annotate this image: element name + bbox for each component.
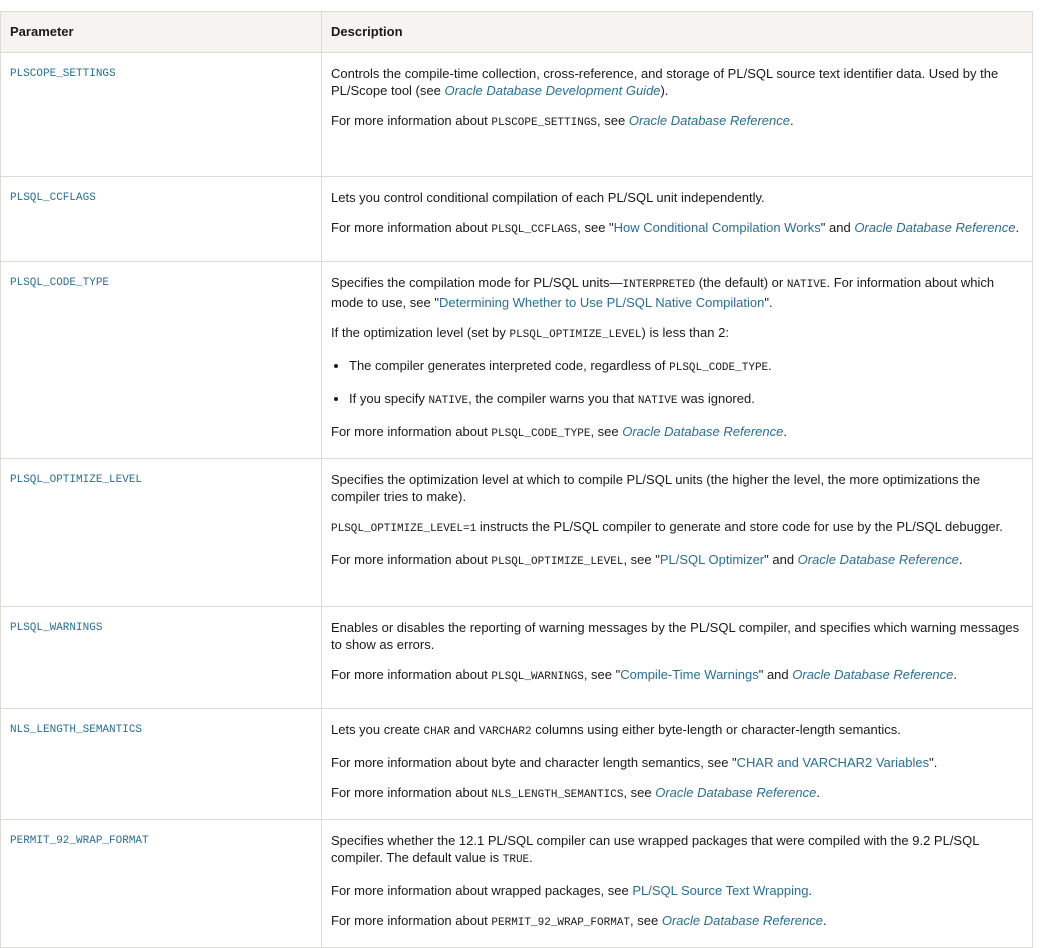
doc-link[interactable]: How Conditional Compilation Works (613, 220, 821, 235)
more-info-paragraph: For more information about PLSCOPE_SETTINGS, see Oracle Database Reference. (331, 113, 794, 129)
table-row (1, 262, 1033, 459)
list-item: • If you specify NATIVE, the compiler warns you that NATIVE was ignored. (349, 390, 1023, 410)
more-info-paragraph: For more information about PLSQL_CODE_TYPE, see Oracle Database Reference. (331, 424, 788, 440)
doc-link[interactable]: Oracle Database Reference (628, 113, 790, 128)
description-paragraph: Controls the compile-time collection, cross-reference, and storage of PL/SQL source text identifier data. Used by the PL/Scope tool (see Oracle Database Development Guide). (331, 66, 999, 98)
description-paragraph: For more information about wrapped packages, see PL/SQL Source Text Wrapping. (331, 883, 813, 898)
parameter-description (322, 459, 1033, 607)
doc-link[interactable]: PL/SQL Optimizer (659, 552, 765, 567)
list-item: • The compiler generates interpreted code, regardless of PLSQL_CODE_TYPE. (349, 357, 1023, 377)
parameter-description (322, 820, 1033, 948)
description-paragraph: For more information about byte and character length semantics, see "CHAR and VARCHAR2 Variables". (331, 755, 938, 770)
description-paragraph: Specifies whether the 12.1 PL/SQL compiler can use wrapped packages that were compiled with the 9.2 PL/SQL compiler. The default value is TRUE. (331, 833, 979, 866)
parameter-name: PLSQL_OPTIMIZE_LEVEL (1, 459, 322, 607)
description-paragraph: If the optimization level (set by PLSQL_OPTIMIZE_LEVEL) is less than 2: (331, 325, 729, 341)
description-paragraph: Lets you control conditional compilation of each PL/SQL unit independently. (331, 190, 765, 205)
doc-link[interactable]: Oracle Database Reference (792, 667, 954, 682)
more-info-paragraph: For more information about PLSQL_CCFLAGS, see "How Conditional Compilation Works" and Oracle Database Reference. (331, 220, 1020, 236)
parameter-name: PLSQL_CODE_TYPE (1, 262, 322, 459)
table-row (1, 820, 1033, 948)
doc-link[interactable]: Oracle Database Reference (655, 785, 817, 800)
table-row (1, 177, 1033, 262)
doc-link[interactable]: PL/SQL Source Text Wrapping (632, 883, 809, 898)
doc-link[interactable]: Determining Whether to Use PL/SQL Native Compilation (438, 295, 765, 310)
parameter-name: PLSQL_CCFLAGS (1, 177, 322, 262)
more-info-paragraph: For more information about PERMIT_92_WRAP_FORMAT, see Oracle Database Reference. (331, 913, 827, 929)
doc-link[interactable]: Oracle Database Reference (797, 552, 959, 567)
description-paragraph: Specifies the optimization level at which to compile PL/SQL units (the higher the level, the more optimizations the compiler tries to make). (331, 472, 981, 504)
parameter-description (322, 53, 1033, 177)
table-row (1, 607, 1033, 709)
parameter-description (322, 262, 1033, 459)
parameters-table (0, 11, 1033, 948)
doc-link[interactable]: Compile-Time Warnings (620, 667, 759, 682)
doc-link[interactable]: Oracle Database Reference (854, 220, 1016, 235)
parameter-description (322, 709, 1033, 820)
column-header-description: Description (322, 12, 1033, 53)
bullet-list (331, 357, 1023, 410)
doc-link[interactable]: Oracle Database Reference (661, 913, 823, 928)
parameter-description (322, 177, 1033, 262)
table-row (1, 53, 1033, 177)
doc-link[interactable]: CHAR and VARCHAR2 Variables (736, 755, 930, 770)
parameter-name: NLS_LENGTH_SEMANTICS (1, 709, 322, 820)
description-paragraph: Specifies the compilation mode for PL/SQL units—INTERPRETED (the default) or NATIVE. For information about which mode to use, see "Determining Whether to Use PL/SQL Native Compilation". (331, 275, 995, 310)
table-row (1, 709, 1033, 820)
parameter-name: PLSCOPE_SETTINGS (1, 53, 322, 177)
column-header-parameter: Parameter (1, 12, 322, 53)
description-paragraph: Lets you create CHAR and VARCHAR2 columns using either byte-length or character-length semantics. (331, 722, 901, 738)
parameter-description (322, 607, 1033, 709)
doc-link[interactable]: Oracle Database Development Guide (444, 83, 661, 98)
table-row (1, 459, 1033, 607)
description-paragraph: PLSQL_OPTIMIZE_LEVEL=1 instructs the PL/SQL compiler to generate and store code for use by the PL/SQL debugger. (331, 519, 1003, 535)
parameter-name: PLSQL_WARNINGS (1, 607, 322, 709)
description-paragraph: Enables or disables the reporting of warning messages by the PL/SQL compiler, and specifies which warning messages to show as errors. (331, 620, 1020, 652)
table-header-row (1, 12, 1033, 53)
doc-link[interactable]: Oracle Database Reference (622, 424, 784, 439)
parameter-name: PERMIT_92_WRAP_FORMAT (1, 820, 322, 948)
more-info-paragraph: For more information about PLSQL_WARNINGS, see "Compile-Time Warnings" and Oracle Database Reference. (331, 667, 958, 683)
more-info-paragraph: For more information about PLSQL_OPTIMIZE_LEVEL, see "PL/SQL Optimizer" and Oracle Database Reference. (331, 552, 963, 568)
more-info-paragraph: For more information about NLS_LENGTH_SEMANTICS, see Oracle Database Reference. (331, 785, 821, 801)
